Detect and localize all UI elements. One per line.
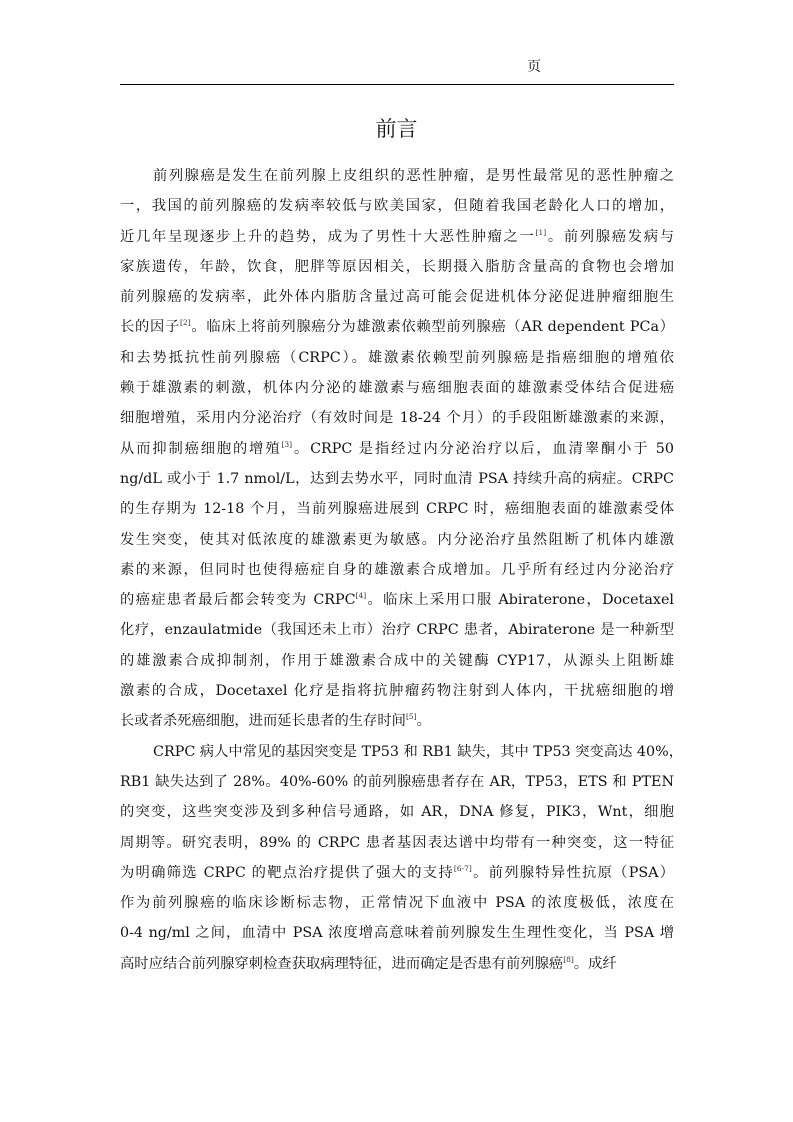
text-line <box>120 767 674 797</box>
line-text: 前列腺癌是发生在前列腺上皮组织的恶性肿瘤，是男性最常见的恶性肿瘤之 <box>153 168 674 184</box>
text-line <box>120 949 674 979</box>
text-line <box>120 312 674 342</box>
citation-ref: [3] <box>281 439 293 449</box>
text-line <box>120 615 674 645</box>
line-text: 。临床上将前列腺癌分为雄激素依赖型前列腺癌（AR dependent PCa） <box>190 319 674 336</box>
line-text: 的突变，这些突变涉及到多种信号通路，如 AR，DNA 修复，PIK3，Wnt，细胞 <box>120 804 674 821</box>
line-text: 。前列腺癌发病与 <box>546 228 675 245</box>
line-text: 近几年呈现逐步上升的趋势，成为了男性十大恶性肿瘤之一 <box>120 228 536 245</box>
line-text: 素的来源，但同时也使得癌症自身的雄激素合成增加。几乎所有经过内分泌治疗 <box>120 561 674 578</box>
text-line <box>120 222 674 252</box>
line-text: 。CRPC 是指经过内分泌治疗以后，血清睾酮小于 50 <box>292 440 675 457</box>
line-text: 细胞增殖，采用内分泌治疗（有效时间是 18-24 个月）的手段阻断雄激素的来源， <box>120 410 674 427</box>
page-title: 前言 <box>375 117 418 141</box>
line-text: 的雄激素合成抑制剂，作用于雄激素合成中的关键酶 CYP17，从源头上阻断雄 <box>120 652 674 669</box>
line-text: 赖于雄激素的刺激，机体内分泌的雄激素与癌细胞表面的雄激素受体结合促进癌 <box>120 380 674 397</box>
paragraph <box>120 161 674 737</box>
line-text: RB1 缺失达到了 28%。40%-60% 的前列腺癌患者存在 AR，TP53，ETS 和 PTEN <box>120 773 674 790</box>
text-line <box>120 797 674 827</box>
line-text: 家族遗传，年龄，饮食，肥胖等原因相关，长期摄入脂肪含量高的食物也会增加 <box>120 258 674 275</box>
text-line <box>120 282 674 312</box>
line-text: 。前列腺特异性抗原（PSA） <box>471 864 674 881</box>
text-line <box>120 555 674 585</box>
line-text: 。 <box>416 713 431 730</box>
line-text: 和去势抵抗性前列腺癌（CRPC）。雄激素依赖型前列腺癌是指癌细胞的增殖依 <box>120 349 674 366</box>
text-line <box>120 373 674 403</box>
text-line <box>120 646 674 676</box>
text-line <box>120 434 674 464</box>
line-text: 。成纤 <box>573 955 617 972</box>
line-text: 的癌症患者最后都会转变为 CRPC <box>120 592 356 609</box>
text-line <box>120 888 674 918</box>
line-text: CRPC 病人中常见的基因突变是 TP53 和 RB1 缺失，其中 TP53 突变高达 40%， <box>153 743 683 760</box>
line-text: 一，我国的前列腺癌的发病率较低与欧美国家，但随着我国老龄化人口的增加， <box>120 198 674 215</box>
text-line <box>120 828 674 858</box>
text-line <box>120 191 674 221</box>
line-text: 激素的合成，Docetaxel 化疗是指将抗肿瘤药物注射到人体内，干扰癌细胞的增 <box>120 683 674 700</box>
header-rule <box>120 84 674 85</box>
text-line <box>120 464 674 494</box>
text-line <box>120 161 674 191</box>
text-line <box>120 252 674 282</box>
citation-ref: [6-7] <box>453 863 472 873</box>
line-text: 从而抑制癌细胞的增殖 <box>120 440 282 457</box>
line-text: 周期等。研究表明，89% 的 CRPC 患者基因表达谱中均带有一种突变，这一特征 <box>120 834 674 851</box>
text-line <box>120 585 674 615</box>
line-text: 发生突变，使其对低浓度的雄激素更为敏感。内分泌治疗虽然阻断了机体内雄激 <box>120 531 674 548</box>
page-header-label: 页 <box>527 59 541 75</box>
text-line <box>120 343 674 373</box>
line-text: 高时应结合前列腺穿刺检查获取病理特征，进而确定是否患有前列腺癌 <box>120 955 564 972</box>
line-text: 。临床上采用口服 Abiraterone，Docetaxel <box>366 592 674 609</box>
text-line <box>120 676 674 706</box>
text-line <box>120 403 674 433</box>
line-text: ng/dL 或小于 1.7 nmol/L，达到去势水平，同时血清 PSA 持续升高的病症。CRPC <box>120 470 674 487</box>
line-text: 作为前列腺癌的临床诊断标志物，正常情况下血液中 PSA 的浓度极低，浓度在 <box>120 895 674 912</box>
line-text: 0-4 ng/ml 之间，血清中 PSA 浓度增高意味着前列腺发生生理性变化，当 PSA 增 <box>120 925 674 942</box>
citation-ref: [4] <box>355 591 367 601</box>
text-line <box>120 494 674 524</box>
line-text: 前列腺癌的发病率，此外体内脂肪含量过高可能会促进机体分泌促进肿瘤细胞生 <box>120 289 674 306</box>
line-text: 的生存期为 12-18 个月，当前列腺癌进展到 CRPC 时，癌细胞表面的雄激素受体 <box>120 501 674 518</box>
citation-ref: [5] <box>405 712 417 722</box>
line-text: 长或者杀死癌细胞，进而延长患者的生存时间 <box>120 713 406 730</box>
text-line <box>120 858 674 888</box>
body-text <box>120 161 683 979</box>
citation-ref: [8] <box>563 954 574 964</box>
text-line <box>120 737 683 767</box>
line-text: 长的因子 <box>120 319 180 336</box>
text-line <box>120 918 674 948</box>
line-text: 化疗，enzaulatmide（我国还未上市）治疗 CRPC 患者，Abiraterone 是一种新型 <box>120 622 674 639</box>
line-text: 为明确筛选 CRPC 的靶点治疗提供了强大的支持 <box>120 864 454 881</box>
text-line <box>120 525 674 555</box>
citation-ref: [2] <box>180 318 191 328</box>
paragraph <box>120 737 683 979</box>
text-line <box>120 706 674 736</box>
page-header <box>120 56 674 86</box>
citation-ref: [1] <box>535 227 547 237</box>
